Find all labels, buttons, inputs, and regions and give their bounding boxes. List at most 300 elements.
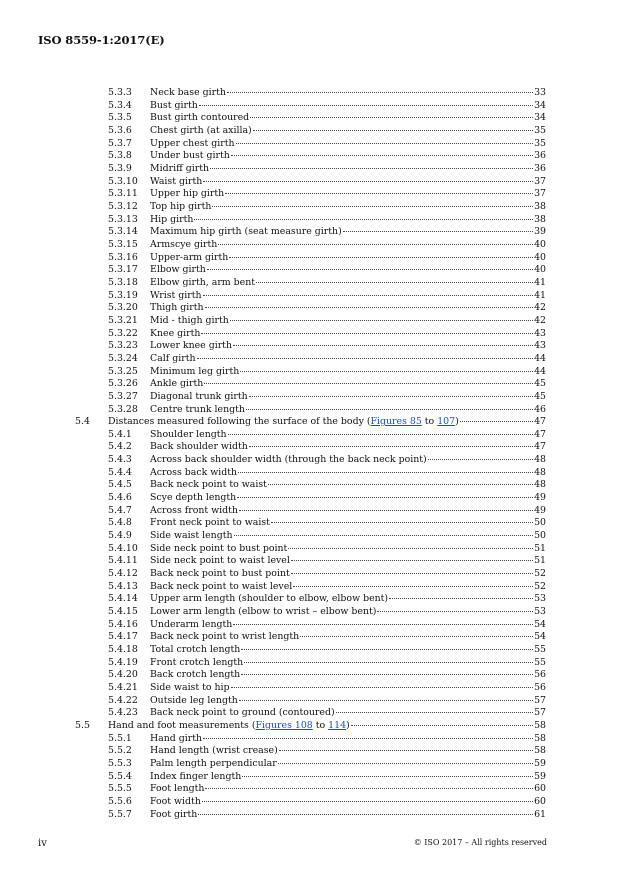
- toc-entry-title: Across back width: [150, 466, 238, 478]
- toc-entry-line: [150, 606, 546, 619]
- toc-entry-title: Hand length (wrist crease): [150, 745, 278, 757]
- toc-entry[interactable]: [0, 163, 620, 176]
- toc-entry[interactable]: [0, 619, 620, 632]
- toc-entry-title: Armscye girth: [150, 238, 218, 250]
- toc-entry-page: 60: [534, 795, 546, 807]
- toc-entry-number: 5.4.1: [108, 428, 132, 440]
- toc-entry[interactable]: [0, 366, 620, 379]
- toc-entry-title: Bust girth: [150, 99, 198, 111]
- toc-entry[interactable]: [0, 783, 620, 796]
- toc-entry-title: Hand girth: [150, 732, 203, 744]
- toc-entry[interactable]: [0, 112, 620, 125]
- toc-entry-line: [150, 593, 546, 606]
- toc-entry-number: 5.3.20: [108, 302, 138, 314]
- toc-entry[interactable]: [0, 100, 620, 113]
- dot-leader: [199, 105, 533, 106]
- dot-leader: [233, 345, 533, 346]
- toc-entry-line: [150, 138, 546, 151]
- toc-entry-title: Front crotch length: [150, 656, 244, 668]
- dot-leader: [203, 181, 533, 182]
- toc-entry-line: [150, 631, 546, 644]
- toc-entry-title: Elbow girth: [150, 264, 206, 276]
- toc-entry[interactable]: [0, 543, 620, 556]
- toc-entry-title-text: to: [421, 416, 438, 428]
- toc-entry[interactable]: [0, 492, 620, 505]
- toc-entry-number: 5.4.23: [108, 707, 138, 719]
- toc-entry-number: 5.3.12: [108, 200, 138, 212]
- toc-entry-line: [108, 416, 546, 429]
- toc-entry[interactable]: [0, 353, 620, 366]
- toc-entry-number: 5.5: [75, 720, 90, 731]
- toc-entry-title: Back neck point to wrist length: [150, 631, 300, 643]
- toc-entry-page: 39: [534, 226, 546, 238]
- toc-entry-number: 5.3.26: [108, 378, 138, 390]
- toc-entry-page: 38: [534, 200, 546, 212]
- toc-entry-title: Ankle girth: [150, 378, 204, 390]
- toc-entry-page: 43: [534, 340, 546, 352]
- toc-entry-number: 5.4.11: [108, 555, 138, 567]
- toc-entry-line: [150, 809, 546, 822]
- toc-entry[interactable]: [0, 695, 620, 708]
- dot-leader: [271, 522, 533, 523]
- toc-entry-page: 50: [534, 530, 546, 542]
- toc-entry-line: [150, 366, 546, 379]
- toc-entry[interactable]: [0, 441, 620, 454]
- toc-entry[interactable]: [0, 328, 620, 341]
- toc-entry[interactable]: [0, 290, 620, 303]
- toc-entry-page: 34: [534, 112, 546, 124]
- dot-leader: [278, 763, 533, 764]
- dot-leader: [207, 269, 533, 270]
- toc-entry-page: 52: [534, 568, 546, 580]
- toc-entry-page: 40: [534, 264, 546, 276]
- dot-leader: [205, 788, 533, 789]
- toc-entry-page: 44: [534, 352, 546, 364]
- toc-entry-title: Underarm length: [150, 618, 233, 630]
- toc-entry-line: [150, 378, 546, 391]
- toc-entry-line: [150, 492, 546, 505]
- toc-entry-line: [108, 720, 546, 733]
- toc-entry-line: [150, 340, 546, 353]
- toc-entry-line: [150, 733, 546, 746]
- toc-entry[interactable]: [0, 416, 620, 429]
- toc-entry-page: 36: [534, 162, 546, 174]
- dot-leader: [231, 155, 533, 156]
- toc-entry-page: 44: [534, 365, 546, 377]
- toc-entry[interactable]: [0, 606, 620, 619]
- toc-entry-title: Centre trunk length: [150, 403, 245, 415]
- toc-entry-number: 5.3.7: [108, 137, 132, 149]
- toc-entry[interactable]: [0, 138, 620, 151]
- toc-entry-number: 5.3.17: [108, 264, 138, 276]
- toc-entry-line: [150, 328, 546, 341]
- toc-entry-number: 5.4.8: [108, 517, 132, 529]
- toc-entry-number: 5.5.5: [108, 783, 132, 795]
- dot-leader: [205, 307, 533, 308]
- dot-leader: [293, 586, 533, 587]
- toc-entry-page: 53: [534, 593, 546, 605]
- dot-leader: [233, 624, 533, 625]
- toc-entry[interactable]: [0, 530, 620, 543]
- toc-entry-number: 5.3.24: [108, 352, 138, 364]
- dot-leader: [212, 206, 533, 207]
- toc-entry-number: 5.4.19: [108, 656, 138, 668]
- toc-entry-page: 41: [534, 276, 546, 288]
- toc-entry-line: [150, 707, 546, 720]
- toc-entry[interactable]: [0, 429, 620, 442]
- toc-entry-title: Hip girth: [150, 213, 194, 225]
- toc-entry[interactable]: [0, 214, 620, 227]
- toc-entry-line: [150, 530, 546, 543]
- dot-leader: [249, 446, 533, 447]
- toc-entry-title: Midriff girth: [150, 162, 210, 174]
- dot-leader: [236, 143, 533, 144]
- dot-leader: [256, 282, 533, 283]
- toc-entry[interactable]: [0, 568, 620, 581]
- toc-entry-page: 55: [534, 644, 546, 656]
- toc-entry-line: [150, 771, 546, 784]
- toc-entry-number: 5.4.20: [108, 669, 138, 681]
- dot-leader: [210, 168, 533, 169]
- figure-range-start-link[interactable]: Figures 85: [370, 416, 422, 428]
- toc-entry-page: 35: [534, 124, 546, 136]
- toc-entry-title: Side neck point to bust point: [150, 542, 288, 554]
- dot-leader: [249, 396, 533, 397]
- toc-entry-page: 35: [534, 137, 546, 149]
- toc-entry-title: Index finger length: [150, 770, 242, 782]
- toc-entry-page: 51: [534, 542, 546, 554]
- toc-entry[interactable]: [0, 454, 620, 467]
- toc-entry[interactable]: [0, 581, 620, 594]
- toc-entry-title: Lower knee girth: [150, 340, 232, 352]
- toc-entry-page: 45: [534, 390, 546, 402]
- toc-entry[interactable]: [0, 150, 620, 163]
- toc-entry-title: Top hip girth: [150, 200, 212, 212]
- dot-leader: [336, 712, 533, 713]
- toc-entry[interactable]: [0, 682, 620, 695]
- dot-leader: [241, 674, 533, 675]
- toc-entry[interactable]: [0, 264, 620, 277]
- toc-entry-number: 5.3.8: [108, 150, 132, 162]
- toc-entry[interactable]: [0, 201, 620, 214]
- toc-entry-title-text: Hand and foot measurements (: [108, 720, 256, 731]
- toc-entry-number: 5.3.18: [108, 276, 138, 288]
- toc-entry-line: [150, 100, 546, 113]
- page-number: iv: [38, 838, 47, 849]
- dot-leader: [197, 358, 534, 359]
- dot-leader: [242, 776, 533, 777]
- toc-entry-page: 58: [534, 720, 546, 731]
- toc-entry-number: 5.4.18: [108, 644, 138, 656]
- figure-range-end-link[interactable]: 107: [437, 416, 456, 428]
- toc-entry-page: 60: [534, 783, 546, 795]
- toc-entry-number: 5.3.6: [108, 124, 132, 136]
- dot-leader: [204, 383, 533, 384]
- toc-entry[interactable]: [0, 125, 620, 138]
- toc-entry-title: Upper chest girth: [150, 137, 235, 149]
- toc-entry-page: 47: [534, 428, 546, 440]
- toc-entry[interactable]: [0, 669, 620, 682]
- toc-entry-line: [150, 404, 546, 417]
- toc-entry[interactable]: [0, 745, 620, 758]
- toc-entry[interactable]: [0, 315, 620, 328]
- toc-entry-number: 5.4: [75, 416, 90, 428]
- toc-entry[interactable]: [0, 378, 620, 391]
- toc-entry-line: [150, 429, 546, 442]
- toc-entry-line: [150, 619, 546, 632]
- figure-range-end-link[interactable]: 114: [328, 720, 347, 731]
- toc-entry[interactable]: [0, 758, 620, 771]
- figure-range-start-link[interactable]: Figures 108: [255, 720, 313, 731]
- toc-entry-page: 38: [534, 213, 546, 225]
- toc-entry-line: [150, 669, 546, 682]
- toc-entry-title: Wrist girth: [150, 289, 202, 301]
- toc-entry-page: 36: [534, 150, 546, 162]
- toc-entry[interactable]: [0, 555, 620, 568]
- toc-entry-page: 41: [534, 289, 546, 301]
- dot-leader: [268, 484, 533, 485]
- toc-entry-line: [150, 201, 546, 214]
- toc-entry-title: Knee girth: [150, 327, 201, 339]
- toc-entry-title: Side neck point to waist level: [150, 555, 290, 567]
- toc-entry-line: [150, 264, 546, 277]
- toc-entry-number: 5.4.12: [108, 568, 138, 580]
- toc-entry-page: 34: [534, 99, 546, 111]
- copyright-notice: © ISO 2017 – All rights reserved: [413, 838, 547, 847]
- toc-entry[interactable]: [0, 657, 620, 670]
- toc-entry-number: 5.4.22: [108, 694, 138, 706]
- toc-entry-line: [150, 467, 546, 480]
- toc-entry-line: [150, 188, 546, 201]
- toc-entry-number: 5.3.21: [108, 314, 138, 326]
- toc-entry-number: 5.4.10: [108, 542, 138, 554]
- toc-entry-title: [108, 416, 459, 429]
- toc-entry-line: [150, 214, 546, 227]
- dot-leader: [225, 193, 533, 194]
- toc-entry-page: 61: [534, 808, 546, 820]
- toc-entry-title-text: Distances measured following the surface of the body (: [108, 416, 371, 428]
- toc-entry-number: 5.4.2: [108, 441, 132, 453]
- toc-entry-title: Mid - thigh girth: [150, 314, 229, 326]
- toc-entry-title: Waist girth: [150, 175, 203, 187]
- toc-entry-number: 5.3.13: [108, 213, 138, 225]
- toc-entry-page: 42: [534, 314, 546, 326]
- dot-leader: [250, 117, 533, 118]
- toc-entry[interactable]: [0, 720, 620, 733]
- toc-entry-number: 5.3.15: [108, 238, 138, 250]
- toc-entry-number: 5.4.9: [108, 530, 132, 542]
- toc-entry-page: 48: [534, 454, 546, 466]
- toc-entry-title: Neck base girth: [150, 87, 226, 98]
- toc-entry-line: [150, 441, 546, 454]
- toc-entry-number: 5.4.7: [108, 504, 132, 516]
- toc-entry[interactable]: [0, 176, 620, 189]
- toc-entry-line: [150, 745, 546, 758]
- toc-entry-number: 5.3.27: [108, 390, 138, 402]
- toc-entry-title: Scye depth length: [150, 492, 237, 504]
- toc-entry-page: 59: [534, 757, 546, 769]
- toc-entry-number: 5.3.5: [108, 112, 132, 124]
- toc-entry-page: 58: [534, 732, 546, 744]
- toc-entry-line: [150, 505, 546, 518]
- toc-entry-line: [150, 252, 546, 265]
- toc-entry-page: 54: [534, 618, 546, 630]
- toc-entry[interactable]: [0, 771, 620, 784]
- toc-entry-line: [150, 163, 546, 176]
- toc-entry-number: 5.4.16: [108, 618, 138, 630]
- dot-leader: [240, 371, 533, 372]
- dot-leader: [300, 636, 533, 637]
- toc-entry-title: Upper hip girth: [150, 188, 225, 200]
- toc-entry-number: 5.3.19: [108, 289, 138, 301]
- dot-leader: [231, 687, 534, 688]
- toc-entry-line: [150, 176, 546, 189]
- toc-entry[interactable]: [0, 505, 620, 518]
- toc-entry-title: Back neck point to waist: [150, 479, 267, 491]
- toc-entry[interactable]: [0, 644, 620, 657]
- toc-entry-page: 33: [534, 87, 546, 98]
- dot-leader: [279, 750, 533, 751]
- toc-entry-title: Back neck point to waist level: [150, 580, 293, 592]
- toc-entry-number: 5.4.6: [108, 492, 132, 504]
- toc-entry-title: Outside leg length: [150, 694, 238, 706]
- toc-entry[interactable]: [0, 479, 620, 492]
- dot-leader: [244, 662, 533, 663]
- toc-entry[interactable]: [0, 239, 620, 252]
- dot-leader: [218, 244, 533, 245]
- dot-leader: [234, 535, 534, 536]
- toc-entry-number: 5.3.14: [108, 226, 138, 238]
- toc-entry-page: 40: [534, 251, 546, 263]
- dot-leader: [229, 257, 533, 258]
- toc-entry-number: 5.5.4: [108, 770, 132, 782]
- dot-leader: [253, 130, 533, 131]
- dot-leader: [238, 472, 533, 473]
- toc-entry[interactable]: [0, 302, 620, 315]
- toc-entry-line: [150, 391, 546, 404]
- toc-entry-page: 47: [534, 441, 546, 453]
- toc-entry-number: 5.3.16: [108, 251, 138, 263]
- toc-entry[interactable]: [0, 593, 620, 606]
- toc-entry-page: 48: [534, 466, 546, 478]
- toc-entry-page: 48: [534, 479, 546, 491]
- toc-entry-number: 5.3.23: [108, 340, 138, 352]
- toc-entry-number: 5.3.28: [108, 403, 138, 415]
- toc-entry-line: [150, 555, 546, 568]
- toc-entry-title: Across front width: [150, 504, 238, 516]
- toc-entry[interactable]: [0, 404, 620, 417]
- toc-entry-title: Foot width: [150, 795, 201, 807]
- dot-leader: [389, 598, 533, 599]
- dot-leader: [198, 814, 533, 815]
- toc-entry-title: Back neck point to bust point: [150, 568, 290, 580]
- toc-entry-page: 50: [534, 517, 546, 529]
- dot-leader: [428, 459, 533, 460]
- toc-entry-title: Diagonal trunk girth: [150, 390, 248, 402]
- toc-entry-page: 47: [534, 416, 546, 428]
- dot-leader: [288, 548, 533, 549]
- toc-entry-number: 5.3.3: [108, 87, 132, 98]
- toc-entry-page: 54: [534, 631, 546, 643]
- toc-entry-number: 5.4.15: [108, 606, 138, 618]
- toc-entry-page: 43: [534, 327, 546, 339]
- toc-entry-title: Foot girth: [150, 808, 198, 820]
- toc-entry-number: 5.4.5: [108, 479, 132, 491]
- dot-leader: [237, 497, 533, 498]
- toc-entry[interactable]: [0, 796, 620, 809]
- document-id-header: ISO 8559-1:2017(E): [38, 33, 165, 47]
- toc-entry-number: 5.3.4: [108, 99, 132, 111]
- toc-entry[interactable]: [0, 252, 620, 265]
- toc-entry-title: Foot length: [150, 783, 205, 795]
- toc-entry[interactable]: [0, 87, 620, 100]
- toc-entry-number: 5.3.11: [108, 188, 138, 200]
- toc-entry-number: 5.5.7: [108, 808, 132, 820]
- toc-entry-line: [150, 239, 546, 252]
- dot-leader: [202, 801, 533, 802]
- toc-entry-page: 57: [534, 707, 546, 719]
- toc-entry-number: 5.3.9: [108, 162, 132, 174]
- toc-entry-line: [150, 87, 546, 100]
- toc-entry-line: [150, 125, 546, 138]
- toc-entry-number: 5.5.1: [108, 732, 132, 744]
- toc-entry-line: [150, 568, 546, 581]
- toc-entry-line: [150, 581, 546, 594]
- toc-entry[interactable]: [0, 707, 620, 720]
- toc-entry-line: [150, 682, 546, 695]
- toc-entry-title: Maximum hip girth (seat measure girth): [150, 226, 342, 238]
- toc-entry-page: 53: [534, 606, 546, 618]
- toc-entry[interactable]: [0, 467, 620, 480]
- dot-leader: [291, 560, 533, 561]
- toc-entry-page: 45: [534, 378, 546, 390]
- toc-entry-title: Under bust girth: [150, 150, 230, 162]
- toc-entry-title: Lower arm length (elbow to wrist – elbow bent): [150, 606, 377, 618]
- toc-entry-line: [150, 112, 546, 125]
- toc-entry-line: [150, 657, 546, 670]
- dot-leader: [460, 421, 533, 422]
- toc-entry-page: 37: [534, 188, 546, 200]
- dot-leader: [203, 295, 534, 296]
- toc-entry[interactable]: [0, 188, 620, 201]
- dot-leader: [291, 573, 533, 574]
- toc-entry[interactable]: [0, 631, 620, 644]
- toc-entry[interactable]: [0, 809, 620, 822]
- toc-entry-title-text: to: [312, 720, 329, 731]
- toc-entry-line: [150, 290, 546, 303]
- toc-entry-title: [108, 720, 350, 733]
- toc-entry-number: 5.5.2: [108, 745, 132, 757]
- dot-leader: [201, 333, 533, 334]
- toc-entry[interactable]: [0, 517, 620, 530]
- toc-entry-title: Back neck point to ground (contoured): [150, 707, 335, 719]
- toc-entry-number: 5.5.6: [108, 795, 132, 807]
- toc-entry[interactable]: [0, 277, 620, 290]
- toc-entry-number: 5.4.3: [108, 454, 132, 466]
- toc-entry-page: 52: [534, 580, 546, 592]
- toc-entry[interactable]: [0, 733, 620, 746]
- toc-entry-line: [150, 543, 546, 556]
- toc-entry-title: Bust girth contoured: [150, 112, 250, 124]
- toc-entry-title: Side waist to hip: [150, 682, 230, 694]
- toc-entry[interactable]: [0, 226, 620, 239]
- toc-entry-line: [150, 302, 546, 315]
- toc-entry[interactable]: [0, 391, 620, 404]
- toc-entry[interactable]: [0, 340, 620, 353]
- toc-entry-line: [150, 315, 546, 328]
- toc-entry-title: Calf girth: [150, 352, 196, 364]
- dot-leader: [228, 434, 534, 435]
